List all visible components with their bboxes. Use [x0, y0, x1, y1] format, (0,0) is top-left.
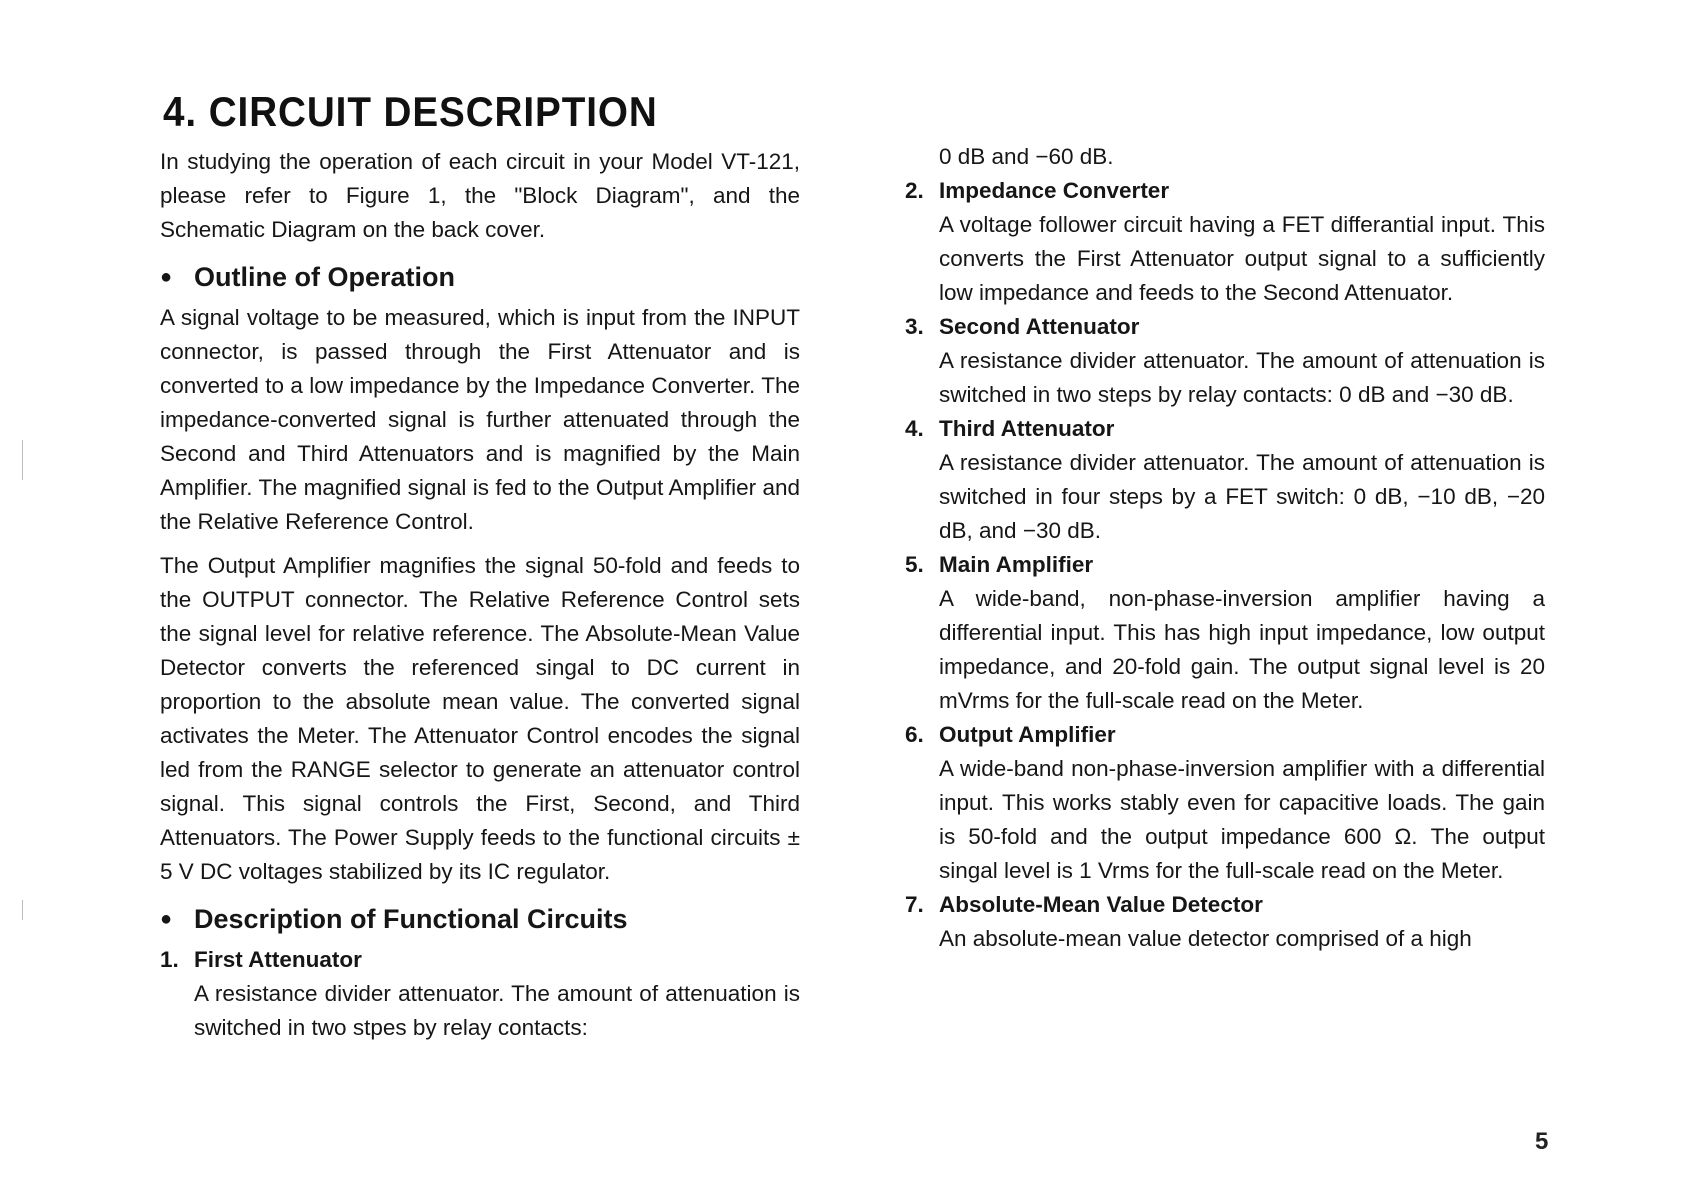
item-heading — [905, 310, 1545, 344]
scan-mark — [22, 440, 23, 480]
item-body: A wide-band non-phase-inversion amplifier with a differential input. This works stably even for capacitive loads. The gain is 50-fold and the output impedance 600 Ω. The output singal level is 1 Vrms for the full-scale read on the Meter. — [939, 756, 1545, 883]
bullet-icon: ● — [160, 266, 173, 288]
list-item — [905, 718, 1545, 888]
item-title: Main Amplifier — [939, 552, 1094, 577]
item-heading — [905, 888, 1545, 922]
list-item — [905, 174, 1545, 310]
item-title: Output Amplifier — [939, 722, 1116, 747]
list-item — [160, 943, 800, 1045]
item-body: A resistance divider attenuator. The amount of attenuation is switched in two stpes by relay contacts: — [194, 981, 800, 1040]
item-heading — [905, 548, 1545, 582]
page-number: 5 — [1535, 1128, 1549, 1155]
item-body: A resistance divider attenuator. The amount of attenuation is switched in four steps by a FET switch: 0 dB, −10 dB, −20 dB, and −30 dB. — [939, 450, 1545, 543]
item-number: 3. — [905, 314, 924, 339]
item-number: 1. — [160, 947, 179, 972]
outline-heading-text: Outline of Operation — [194, 262, 455, 292]
item-heading — [160, 943, 800, 977]
item-number: 4. — [905, 416, 924, 441]
outline-heading — [160, 257, 800, 297]
scan-mark — [22, 900, 23, 920]
bullet-icon: ● — [160, 908, 173, 930]
outline-paragraph-1: A signal voltage to be measured, which is input from the INPUT connector, is passed through the First Attenuator and is converted to a low impedance by the Impedance Converter. The impedance-converted signal is further attenuated through the Second and Third Attenuators and is magnified by the Main Amplifier. The magnified signal is fed to the Output Amplifier and the Relative Reference Control. — [160, 305, 800, 534]
item-number: 7. — [905, 892, 924, 917]
item-heading — [905, 412, 1545, 446]
item-title: First Attenuator — [194, 947, 362, 972]
page-title: 4. CIRCUIT DESCRIPTION — [163, 88, 658, 135]
list-item — [905, 548, 1545, 718]
item-title: Second Attenuator — [939, 314, 1140, 339]
functional-heading — [160, 899, 800, 939]
list-item — [905, 412, 1545, 548]
item-body-continued: 0 dB and −60 dB. — [939, 144, 1114, 169]
item-body: A resistance divider attenuator. The amount of attenuation is switched in two steps by relay contacts: 0 dB and −30 dB. — [939, 348, 1545, 407]
item-number: 2. — [905, 178, 924, 203]
item-heading — [905, 718, 1545, 752]
item-title: Third Attenuator — [939, 416, 1115, 441]
functional-heading-text: Description of Functional Circuits — [194, 904, 628, 934]
left-column — [160, 145, 800, 1045]
item-title: Absolute-Mean Value Detector — [939, 892, 1263, 917]
item-number: 5. — [905, 552, 924, 577]
item-number: 6. — [905, 722, 924, 747]
item-body: An absolute-mean value detector comprised of a high — [939, 926, 1472, 951]
list-item — [905, 310, 1545, 412]
item-body: A voltage follower circuit having a FET differantial input. This converts the First Attenuator output signal to a sufficiently low impedance and feeds to the Second Attenuator. — [939, 212, 1545, 305]
list-item — [905, 888, 1545, 956]
outline-paragraph-2: The Output Amplifier magnifies the signal 50-fold and feeds to the OUTPUT connector. The Relative Reference Control sets the signal level for relative reference. The Absolute-Mean Value Detector converts the referenced singal to DC current in proportion to the absolute mean value. The converted signal activates the Meter. The Attenuator Control encodes the signal led from the RANGE selector to generate an attenuator control signal. This signal controls the First, Second, and Third Attenuators. The Power Supply feeds to the functional circuits ± 5 V DC voltages stabilized by its IC regulator. — [160, 553, 800, 884]
intro-paragraph: In studying the operation of each circuit in your Model VT-121, please refer to Figure 1, the "Block Diagram", and the Schematic Diagram on the back cover. — [160, 149, 800, 242]
item-body: A wide-band, non-phase-inversion amplifier having a differential input. This has high input impedance, low output impedance, and 20-fold gain. The output signal level is 20 mVrms for the full-scale read on the Meter. — [939, 586, 1545, 713]
right-column — [905, 140, 1545, 956]
item-heading — [905, 174, 1545, 208]
item-title: Impedance Converter — [939, 178, 1170, 203]
